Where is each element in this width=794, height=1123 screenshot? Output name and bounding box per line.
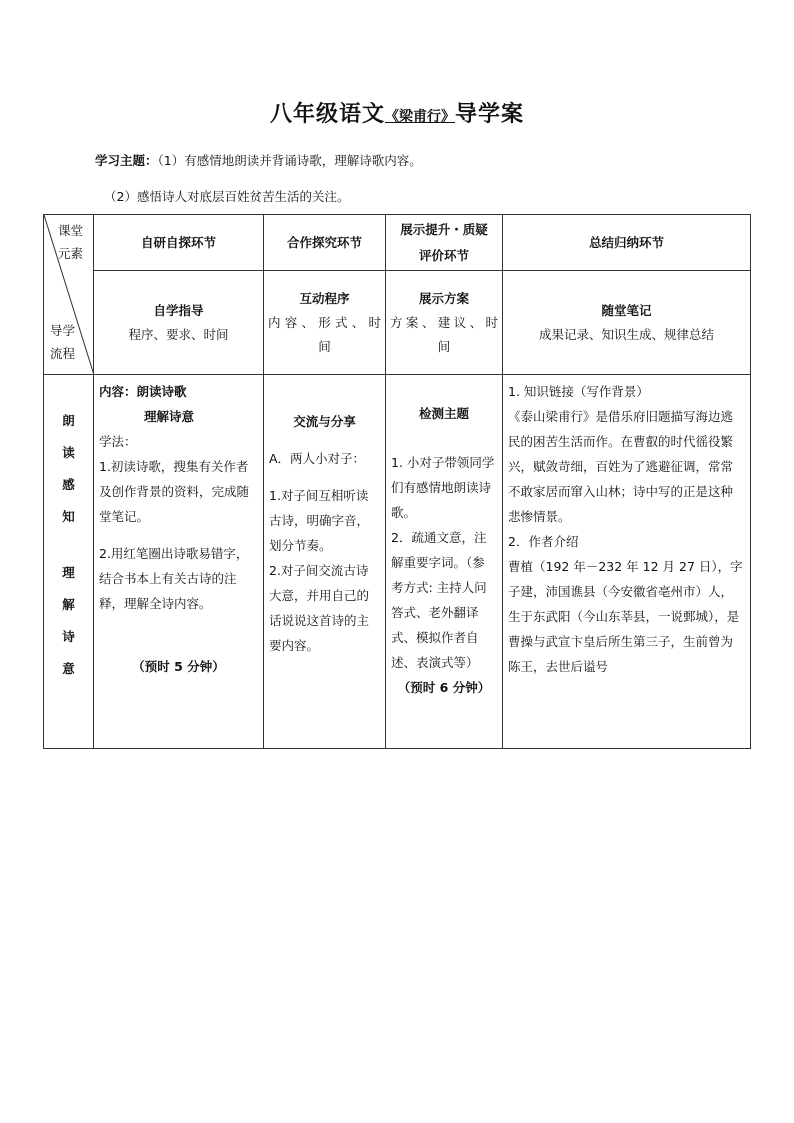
subheader-col3: 展示方案 方案、建议、时 间 (386, 271, 503, 375)
col1-content: 内容：朗读诗歌 理解诗意 学法： 1.初读诗歌，搜集有关作者及创作背景的资料，完成随堂笔记。 2.用红笔圈出诗歌易错字，结合书本上有关古诗的注释，理解全诗内容。 （预时 5 分钟） (94, 375, 264, 749)
page-title: 八年级语文《梁甫行》导学案 (269, 102, 525, 127)
header-row (44, 215, 751, 271)
objective-line-2: （2）感悟诗人对底层百姓贫苦生活的关注。 (104, 189, 350, 204)
side-label: 朗 读 感 知 理 解 诗 意 (44, 375, 94, 749)
subheader-row (44, 271, 751, 375)
col3-content: 检测主题 1. 小对子带领同学们有感情地朗读诗歌。 2．疏通文意，注解重要字词。（参考方式: 主持人问答式、老外翻译式、模拟作者自述、表演式等） （预时 6 分钟） (386, 375, 503, 749)
corner-bottom-label: 导学 流程 (50, 323, 76, 361)
content-row (44, 375, 751, 749)
book-title: 《梁甫行》 (385, 109, 455, 125)
objective-label: 学习主题： (95, 153, 158, 168)
subheader-col4: 随堂笔记 成果记录、知识生成、规律总结 (503, 271, 751, 375)
corner-top-label: 课堂 元素 (58, 223, 84, 261)
col4-content: 1. 知识链接（写作背景） 《泰山梁甫行》是借乐府旧题描写海边逃民的困苦生活而作。在曹叡的时代徭役繁兴，赋敛苛细，百姓为了逃避征调，常常不敢家居而窜入山林；诗中写的正是这种悲惨情景。 2．作者介绍 曹植（192 年－232 年 12 月 27 日），字子建，沛国谯县（今安徽省亳州市）人，生于东武阳（今山东莘县，一说鄄城），是曹操与武宣卞皇后所生第三子，生前曾为陈王，去世后谥号 (503, 375, 751, 749)
header-col4: 总结归纳环节 (503, 215, 751, 271)
lesson-table (43, 214, 751, 749)
header-col3: 展示提升・质疑 评价环节 (386, 215, 503, 271)
objective-line-1: 学习主题：（1）有感情地朗读并背诵诗歌，理解诗歌内容。 (95, 153, 422, 168)
subheader-col2: 互动程序 内容、形式、时 间 (264, 271, 386, 375)
header-col2: 合作探究环节 (264, 215, 386, 271)
col2-content: 交流与分享 A．两人小对子： 1.对子间互相听读古诗，明确字音，划分节奏。 2.对子间交流古诗大意，并用自己的话说说这首诗的主要内容。 (264, 375, 386, 749)
corner-cell (44, 215, 94, 375)
subheader-col1: 自学指导 程序、要求、时间 (94, 271, 264, 375)
header-col1: 自研自探环节 (94, 215, 264, 271)
